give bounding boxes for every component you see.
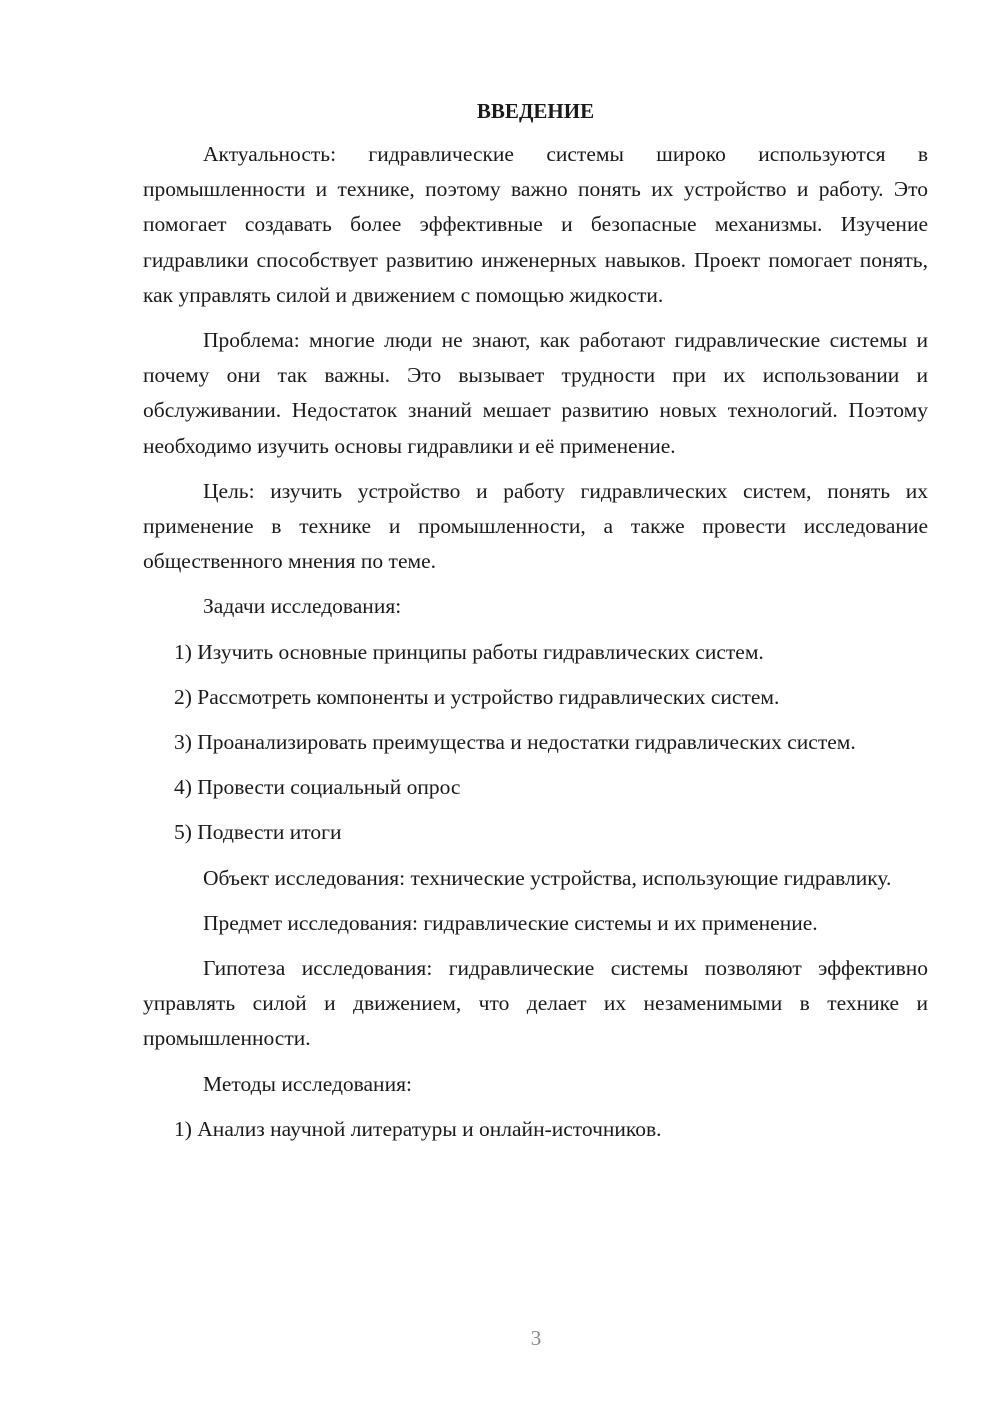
task-item: 3) Проанализировать преимущества и недостатки гидравлических систем.: [174, 730, 856, 755]
document-page: [143, 96, 928, 1157]
tasks-title: Задачи исследования:: [203, 594, 402, 619]
hypothesis-paragraph: Гипотеза исследования: гидравлические системы позволяют эффективно управлять силой и движением, что делает их незаменимыми в технике и промышленности.: [143, 956, 928, 1051]
page-number: 3: [530, 1326, 542, 1350]
problem-paragraph: Проблема: многие люди не знают, как работают гидравлические системы и почему они так важны. Это вызывает трудности при их использовании и обслуживании. Недостаток знаний мешает развитию новых технологий. Поэтому необходимо изучить основы гидравлики и её применение.: [143, 328, 928, 458]
goal-paragraph: Цель: изучить устройство и работу гидравлических систем, понять их применение в технике и промышленности, а также провести исследование общественного мнения по теме.: [143, 478, 928, 574]
task-item: 2) Рассмотреть компоненты и устройство гидравлических систем.: [174, 684, 780, 709]
method-item: 1) Анализ научной литературы и онлайн-источников.: [174, 1116, 662, 1141]
task-item: 4) Провести социальный опрос: [174, 775, 461, 800]
object-paragraph: Объект исследования: технические устройства, использующие гидравлику.: [203, 865, 892, 890]
relevance-paragraph: Актуальность: гидравлические системы широко используются в промышленности и технике, поэтому важно понять их устройство и работу. Это помогает создавать более эффективные и безопасные механизмы. Изучение гидравлики способствует развитию инженерных навыков. Проект помогает понять, как управлять силой и движением с помощью жидкости.: [143, 142, 928, 307]
methods-title: Методы исследования:: [203, 1071, 412, 1096]
task-item: 1) Изучить основные принципы работы гидравлических систем.: [174, 639, 764, 664]
task-item: 5) Подвести итоги: [174, 820, 342, 845]
subject-paragraph: Предмет исследования: гидравлические системы и их применение.: [203, 910, 818, 935]
section-heading: ВВЕДЕНИЕ: [476, 99, 595, 123]
